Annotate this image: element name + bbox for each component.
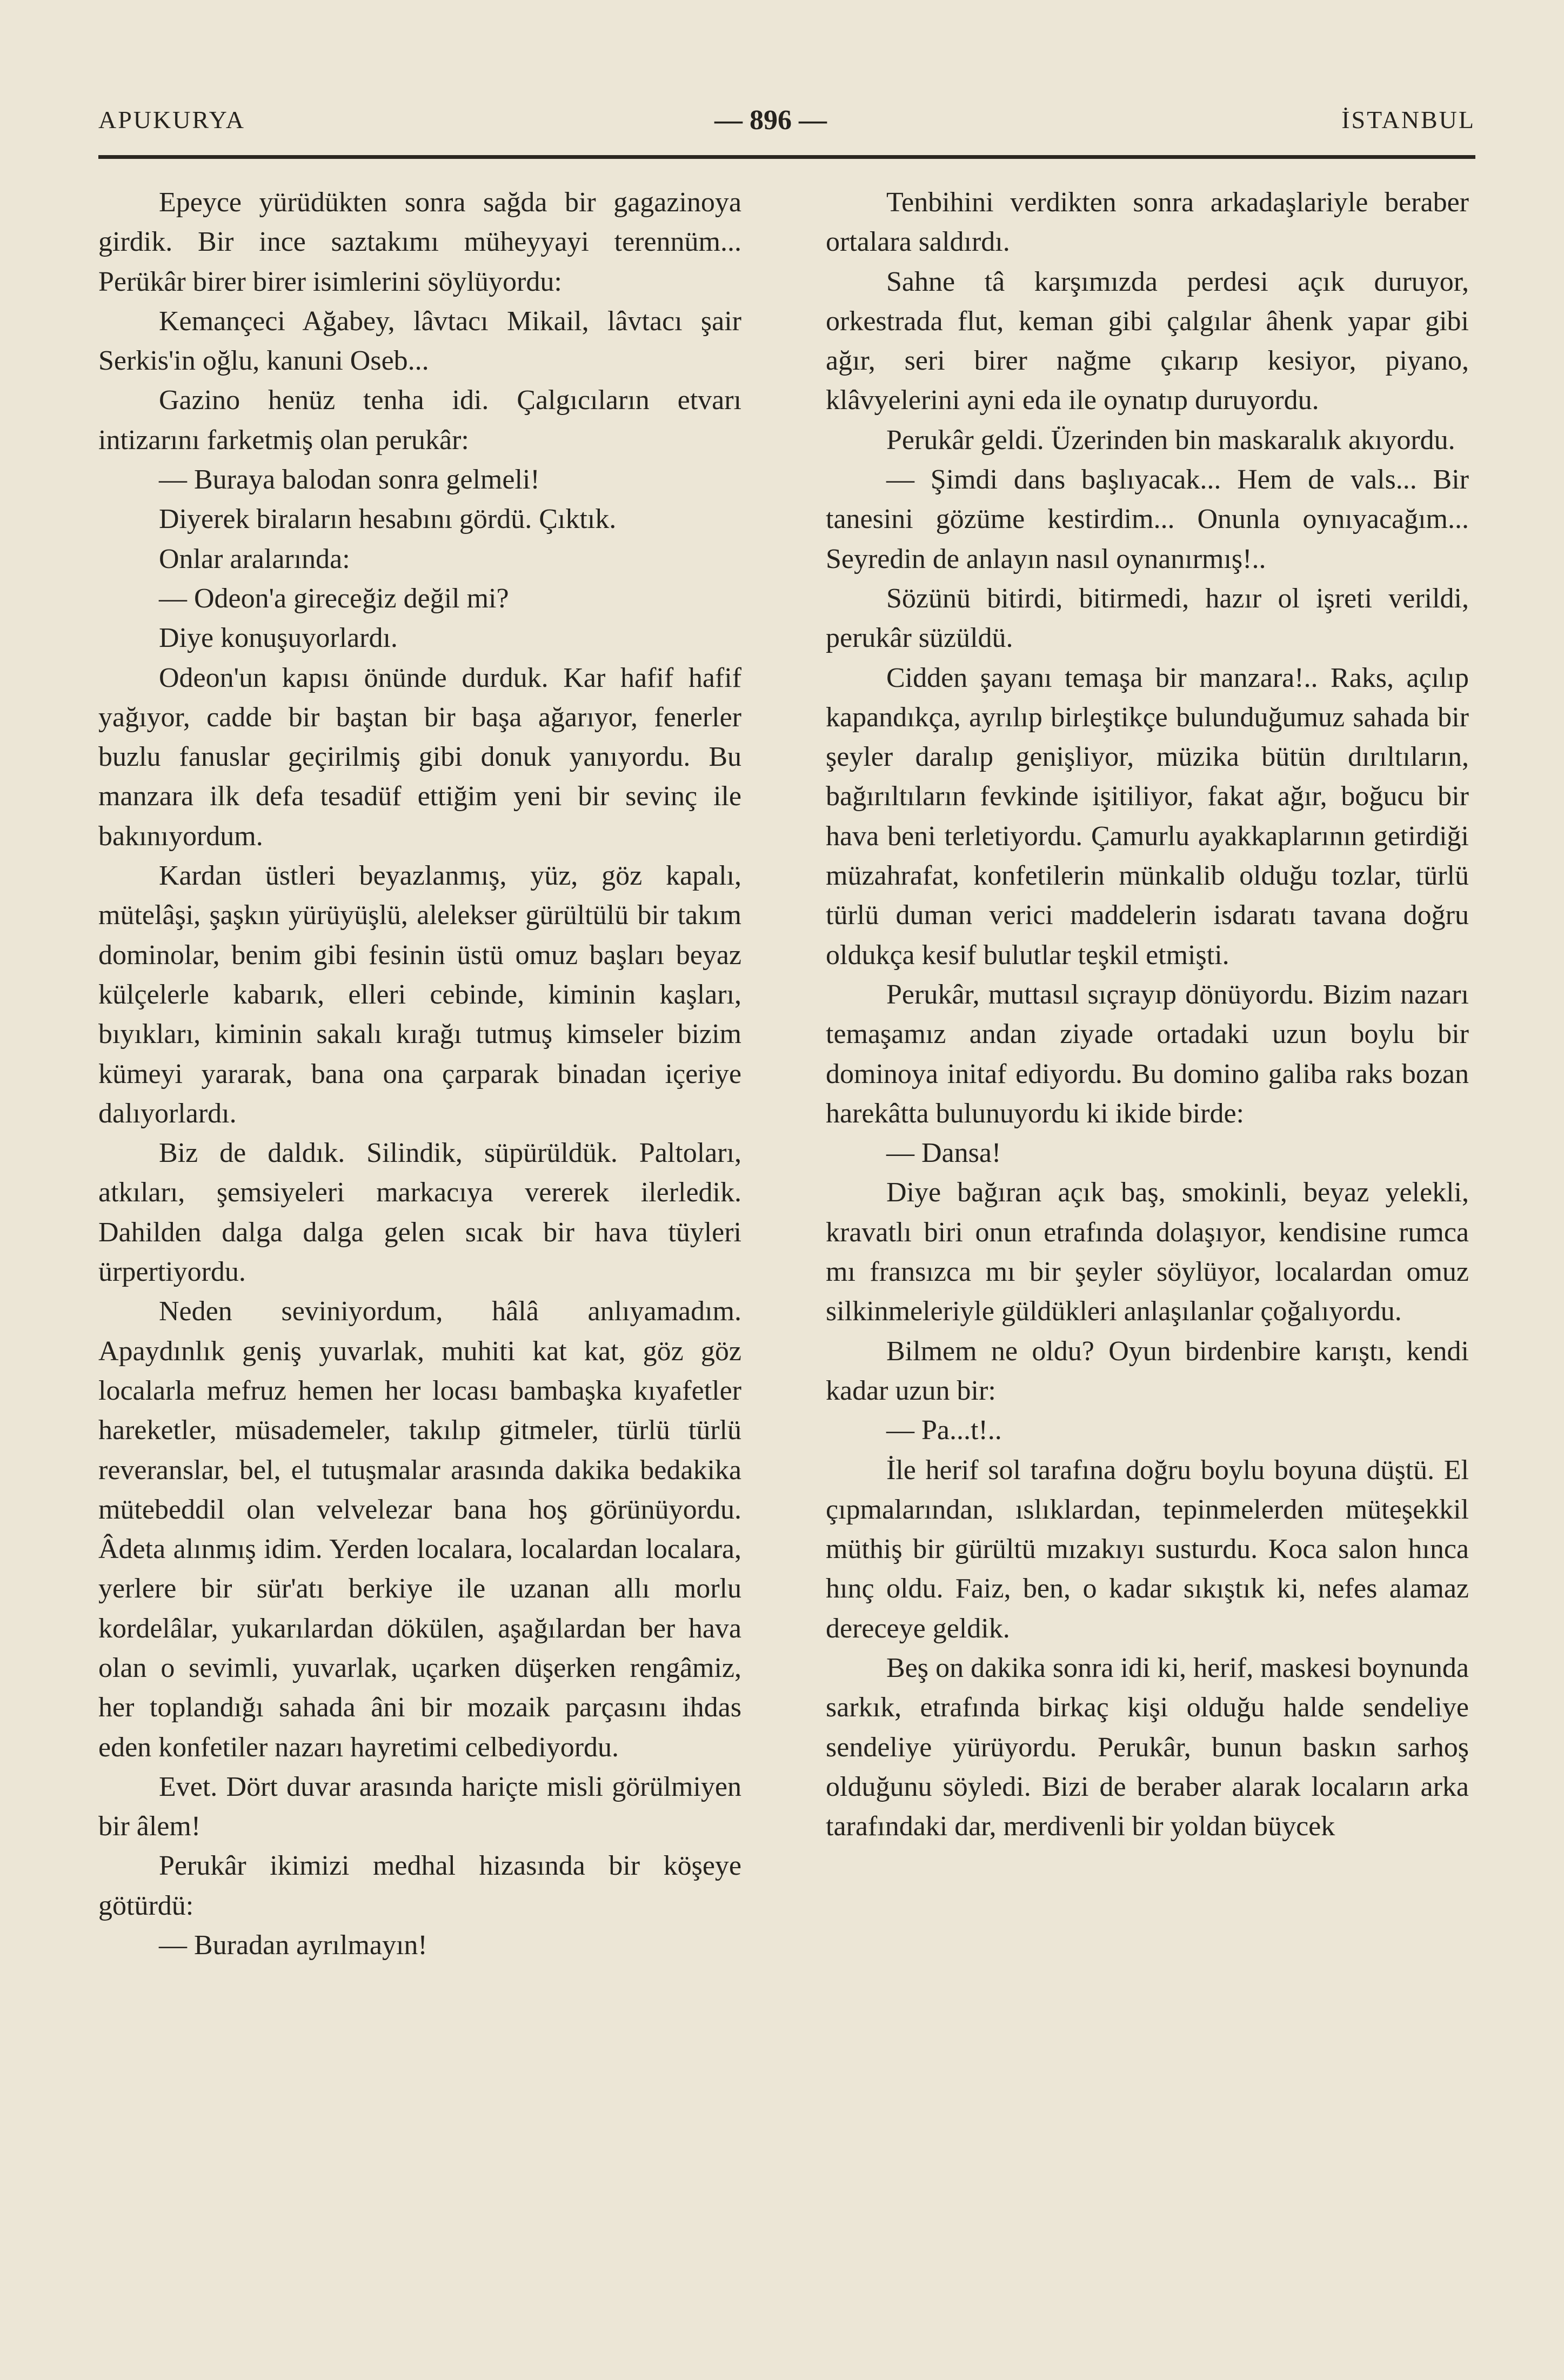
- paragraph: Sahne tâ karşımızda perdesi açık duruyor, orkestrada flut, keman gibi çalgılar âhenk yapar gibi ağır, seri birer nağme çıkarıp kesiyor, piyano, klâvyelerini ayni eda ile oynatıp duruyordu.: [826, 266, 1469, 416]
- paragraph: Beş on dakika sonra idi ki, herif, maskesi boynunda sarkık, etrafında birkaç kişi olduğu halde sendeliye sendeliye yürüyordu. Perukâr, bunun baskın sarhoş olduğunu söyledi. Bizi de beraber alarak locaların arka tarafındaki dar, merdivenli bir yoldan büycek: [826, 1652, 1469, 1842]
- paragraph: Sözünü bitirdi, bitirmedi, hazır ol işreti verildi, perukâr süzüldü.: [826, 583, 1469, 654]
- paragraph: Tenbihini verdikten sonra arkadaşlariyle beraber ortalara saldırdı.: [826, 187, 1469, 258]
- paragraph: Biz de daldık. Silindik, süpürüldük. Paltoları, atkıları, şemsiyeleri markacıya vererek ilerledik. Dahilden dalga dalga gelen sıcak bir hava tüyleri ürpertiyordu.: [98, 1138, 741, 1288]
- paragraph: Neden seviniyordum, hâlâ anlıyamadım. Apaydınlık geniş yuvarlak, muhiti kat kat, göz göz localarla mefruz hemen her locası bambaşka kıyafetler hareketler, müsademeler, takılıp gitmeler, türlü türlü reveranslar, bel, el tutuşmalar arasında dakika bedakika mütebeddil olan velvelezar bana hoş görünüyordu. Âdeta alınmış idim. Yerden localara, localardan localara, yerlere bir sür'atı berkiye ile uzanan allı morlu kordelâlar, yukarılardan dökülen, aşağılardan ber hava olan o sevimli, yuvarlak, uçarken düşerken rengâmiz, her toplandığı sahada âni bir mozaik parçasını ihdas eden konfetiler nazarı hayretimi celbediyordu.: [98, 1296, 741, 1763]
- paragraph: — Buraya balodan sonra gelmeli!: [159, 464, 540, 496]
- page-number: — 896 —: [714, 105, 827, 136]
- page-header: [98, 105, 1475, 149]
- location-label: İSTANBUL: [1341, 106, 1475, 133]
- right-column: [826, 183, 1469, 1846]
- paragraph: Diye bağıran açık baş, smokinli, beyaz yelekli, kravatlı biri onun etrafında dolaşıyor, kendisine rumca mı fransızca mı bir şeyler söylüyor, localardan omuz silkinmeleriyle güldükleri anlaşılanlar çoğalıyordu.: [826, 1177, 1469, 1327]
- paragraph: Kemançeci Ağabey, lâvtacı Mikail, lâvtacı şair Serkis'in oğlu, kanuni Oseb...: [98, 305, 741, 377]
- magazine-title: APUKURYA: [98, 106, 245, 133]
- paragraph: Bilmem ne oldu? Oyun birdenbire karıştı, kendi kadar uzun bir:: [826, 1335, 1469, 1406]
- paragraph: Perukâr ikimizi medhal hizasında bir köşeye götürdü:: [98, 1850, 741, 1921]
- paragraph: Evet. Dört duvar arasında hariçte misli görülmiyen bir âlem!: [98, 1771, 741, 1842]
- paragraph: — Buradan ayrılmayın!: [159, 1930, 427, 1961]
- header-rule: [98, 155, 1475, 159]
- paragraph: Gazino henüz tenha idi. Çalgıcıların etvarı intizarını farketmiş olan perukâr:: [98, 385, 741, 456]
- paragraph: — Dansa!: [886, 1138, 1001, 1169]
- paragraph: Epeyce yürüdükten sonra sağda bir gagazinoya girdik. Bir ince saztakımı müheyyayi terennüm... Perükâr birer birer isimlerini söylüyordu:: [98, 187, 741, 297]
- paragraph: — Odeon'a gireceğiz değil mi?: [159, 583, 509, 614]
- paragraph: Perukâr, muttasıl sıçrayıp dönüyordu. Bizim nazarı temaşamız andan ziyade ortadaki uzun boylu bir dominoya initaf ediyordu. Bu domino galiba raks bozan harekâtta bulunuyordu ki ikide birde:: [826, 979, 1469, 1129]
- paragraph: Kardan üstleri beyazlanmış, yüz, göz kapalı, mütelâşi, şaşkın yürüyüşlü, alelekser gürültülü bir takım dominolar, benim gibi fesinin üstü omuz başları beyaz külçelerle kabarık, elleri cebinde, kiminin kaşları, bıyıkları, kiminin sakalı kırağı tutmuş kimseler bizim kümeyi yararak, bana ona çarparak binadan içeriye dalıyorlardı.: [98, 860, 741, 1129]
- paragraph: Diyerek biraların hesabını gördü. Çıktık.: [159, 504, 617, 535]
- paragraph: Perukâr geldi. Üzerinden bin maskaralık akıyordu.: [886, 424, 1455, 456]
- paragraph: — Pa...t!..: [886, 1415, 1002, 1446]
- paragraph: Diye konuşuyorlardı.: [159, 623, 398, 654]
- paragraph: — Şimdi dans başlıyacak... Hem de vals... Bir tanesini gözüme kestirdim... Onunla oynıyacağım... Seyredin de anlayın nasıl oynanırmış!..: [826, 464, 1469, 574]
- left-column: [98, 183, 741, 1965]
- paragraph: Cidden şayanı temaşa bir manzara!.. Raks, açılıp kapandıkça, ayrılıp birleştikçe bulunduğumuz sahada bir şeyler daralıp genişliyor, müzika bütün dırıltıların, bağırıltıların fevkinde işitiliyor, fakat ağır, boğucu bir hava beni terletiyordu. Çamurlu ayakkaplarının getirdiği müzahrafat, konfetilerin münkalib olduğu tozlar, türlü türlü duman verici maddelerin isdaratı tavana doğru oldukça kesif bulutlar teşkil etmişti.: [826, 662, 1469, 971]
- paragraph: Onlar aralarında:: [159, 543, 350, 574]
- paragraph: Odeon'un kapısı önünde durduk. Kar hafif hafif yağıyor, cadde bir baştan bir başa ağarıyor, fenerler buzlu fanuslar geçirilmiş gibi donuk yanıyordu. Bu manzara ilk defa tesadüf ettiğim yeni bir sevinç ile bakınıyordum.: [98, 662, 741, 852]
- paragraph: İle herif sol tarafına doğru boylu boyuna düştü. El çıpmalarından, ıslıklardan, tepinmelerden müteşekkil müthiş bir gürültü mızakıyı susturdu. Koca salon hınca hınç oldu. Faiz, ben, o kadar sıkıştık ki, nefes alamaz dereceye geldik.: [826, 1454, 1469, 1644]
